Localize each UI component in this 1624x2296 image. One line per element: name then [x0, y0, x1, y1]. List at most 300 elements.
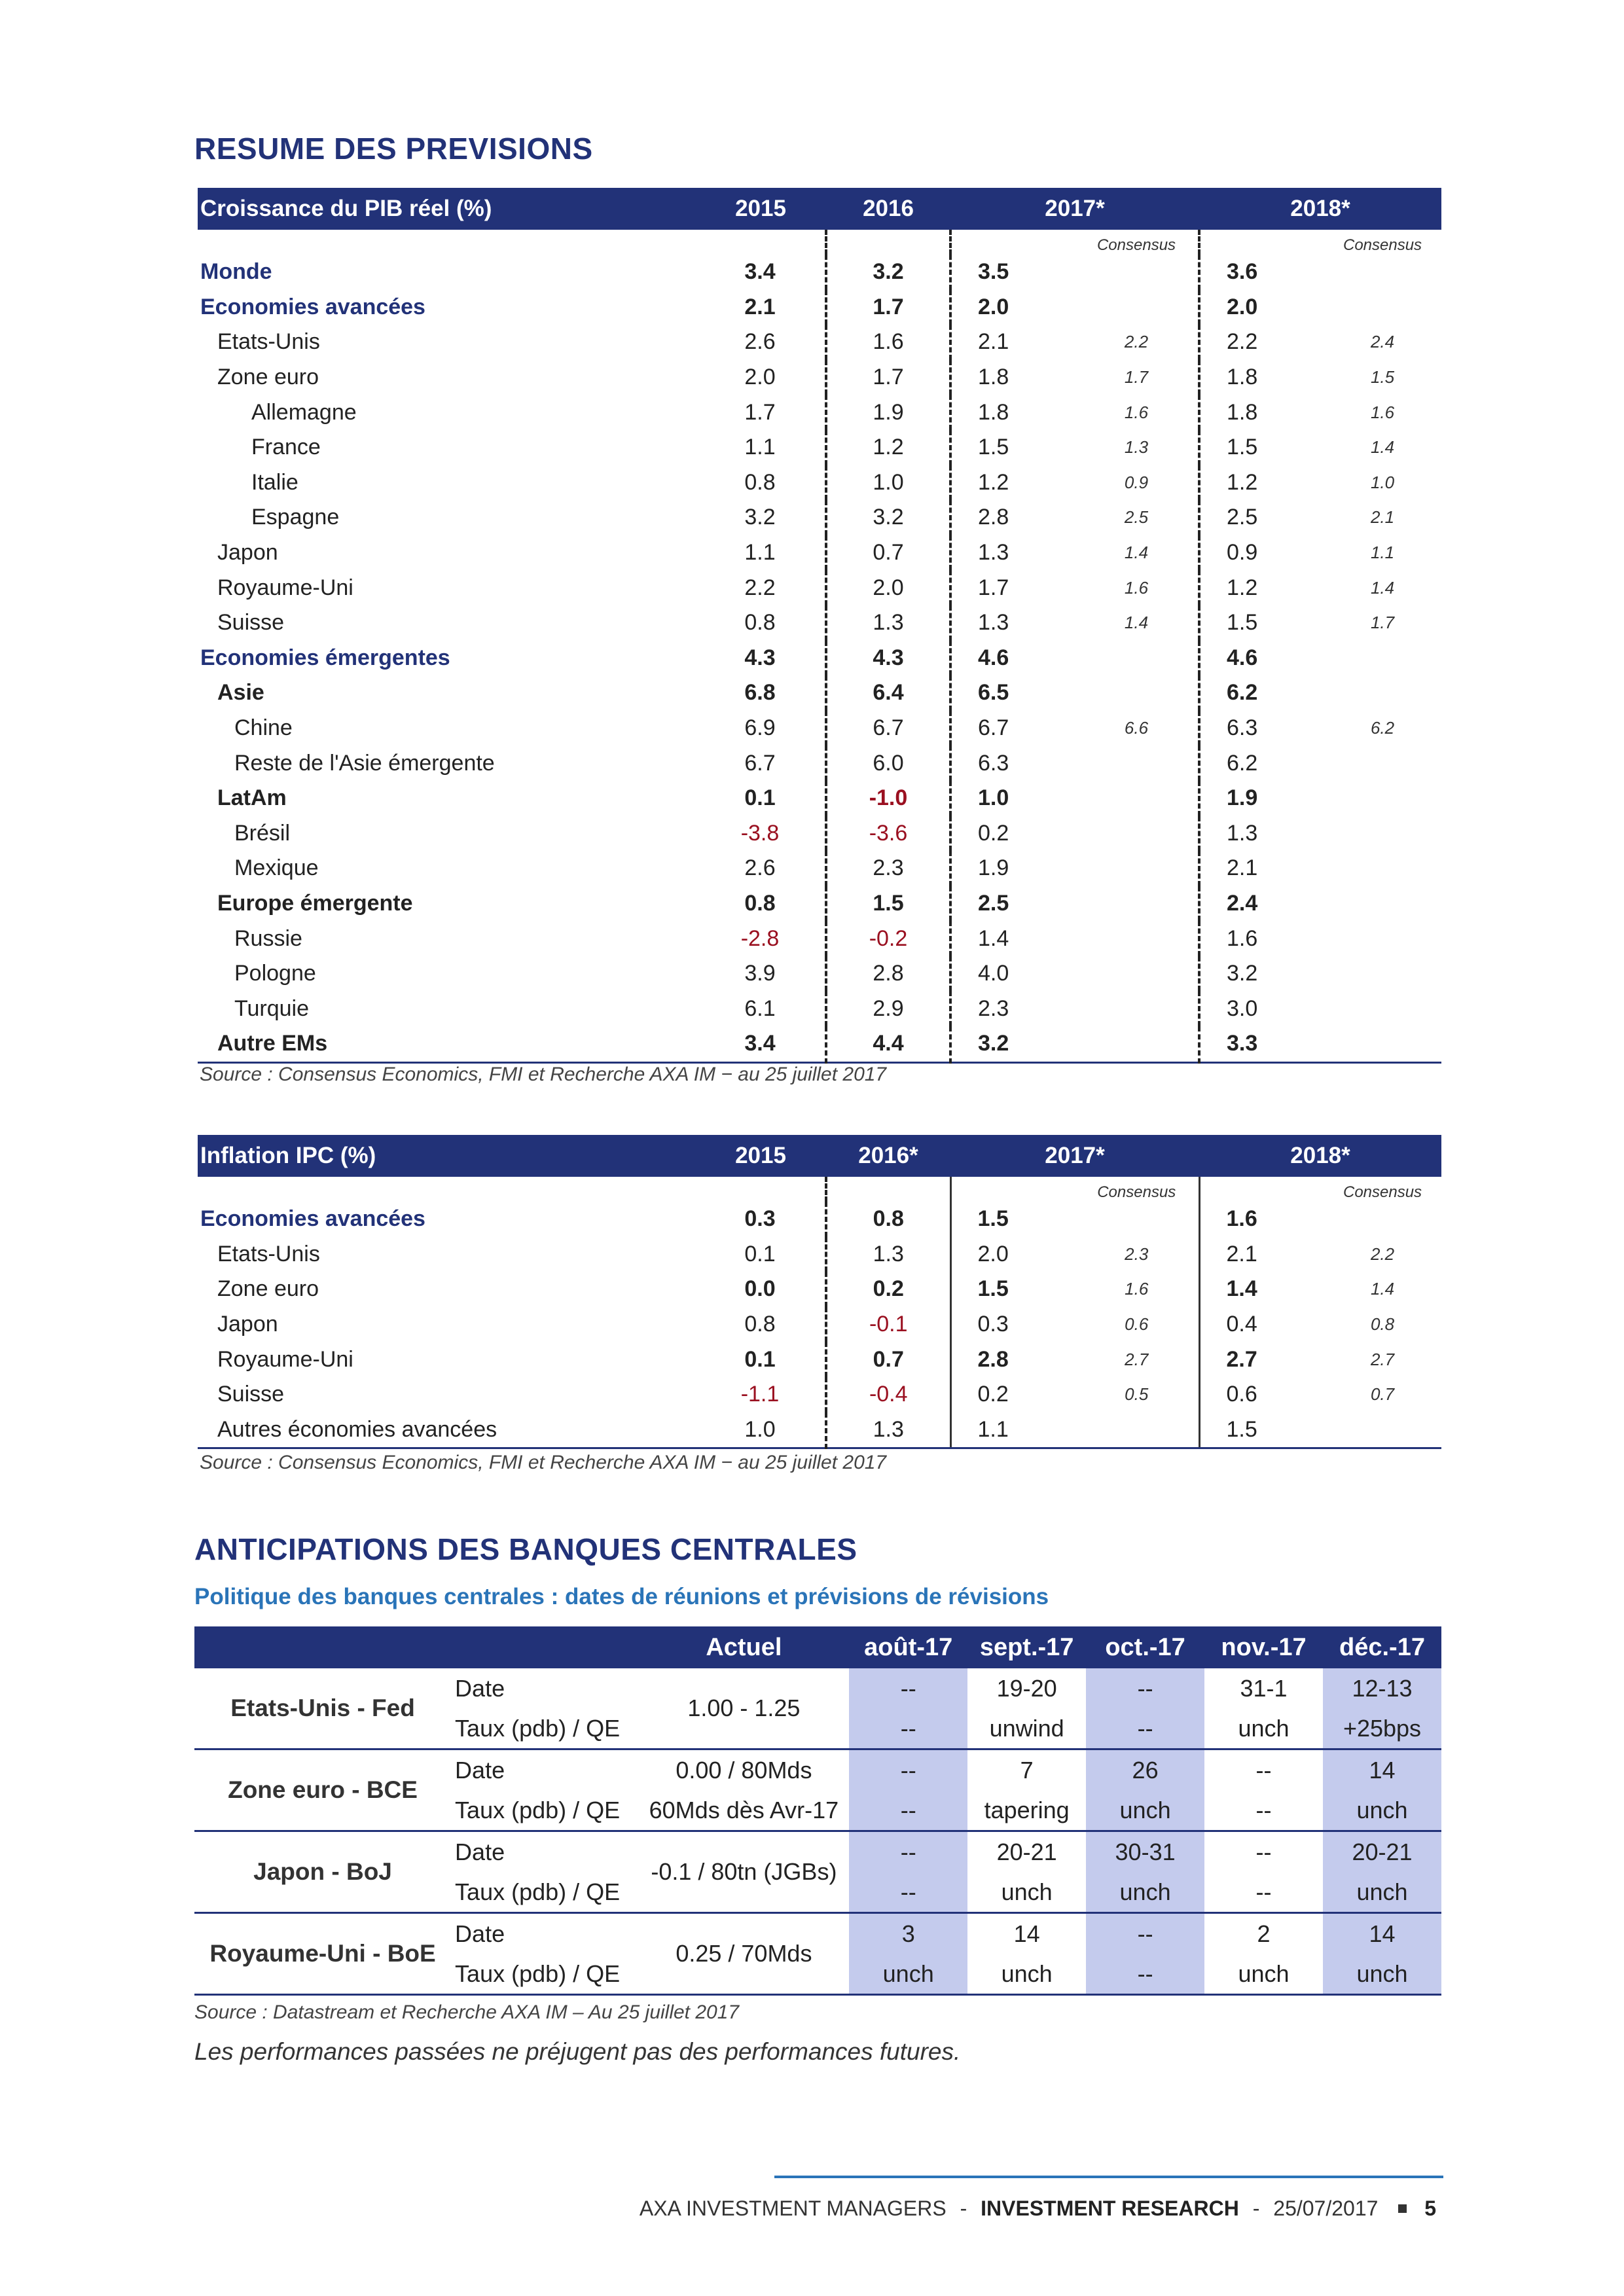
cpi-value-2018: 0.4 [1226, 1312, 1257, 1337]
gdp-value-2017: 4.0 [978, 961, 1009, 986]
cb-date-month-4: -- [1255, 1756, 1272, 1784]
cb-date-month-2: 19-20 [996, 1674, 1057, 1702]
gdp-row-label: Russie [234, 925, 302, 951]
cb-rate-month-4: unch [1204, 1954, 1323, 1995]
cb-rate-month-2: tapering [967, 1790, 1086, 1831]
gdp-value-2015: 2.1 [695, 290, 826, 325]
cb-date-month-3: 26 [1086, 1749, 1204, 1791]
cpi-value-2015: -1.1 [695, 1377, 826, 1412]
gdp-value-2017: 6.3 [978, 750, 1009, 776]
gdp-consensus-2017 [1075, 290, 1199, 325]
gdp-consensus-row [198, 230, 1441, 255]
gdp-header-2018: 2018* [1199, 188, 1441, 230]
cb-header-actuel: Actuel [639, 1626, 850, 1668]
cpi-header-label: Inflation IPC (%) [198, 1135, 695, 1177]
cpi-value-2018: 1.5 [1199, 1412, 1324, 1448]
cpi-value-2017: 2.8 [977, 1346, 1009, 1372]
gdp-row [198, 255, 1441, 290]
gdp-value-2017: 2.8 [978, 505, 1009, 530]
gdp-value-2017: 1.5 [978, 435, 1009, 460]
cb-row-date [194, 1913, 1441, 1954]
gdp-consensus-2018: 1.0 [1370, 472, 1395, 492]
cb-date-month-2: 20-21 [996, 1838, 1057, 1865]
gdp-row-label: Economies émergentes [200, 645, 450, 670]
gdp-consensus-2018 [1324, 991, 1441, 1026]
cpi-consensus-2018 [1324, 1202, 1441, 1237]
cb-date-month-1: -- [849, 1831, 967, 1873]
gdp-row [198, 816, 1441, 852]
gdp-consensus-2017 [1075, 781, 1199, 816]
cb-rate-month-2: unch [967, 1872, 1086, 1913]
cb-rate-label: Taux (pdb) / QE [451, 1954, 639, 1995]
cpi-value-2018: 2.7 [1226, 1346, 1257, 1372]
gdp-value-2018: 3.2 [1227, 961, 1258, 986]
cpi-value-2016: -0.1 [826, 1307, 950, 1342]
gdp-value-2018: 1.3 [1227, 820, 1258, 846]
cpi-row [198, 1272, 1441, 1307]
gdp-value-2016: 1.6 [826, 325, 950, 360]
gdp-consensus-2018: 1.7 [1370, 613, 1395, 633]
cpi-consensus-2018: 0.8 [1370, 1314, 1395, 1335]
gdp-value-2015: 6.8 [695, 675, 826, 711]
cpi-source: Source : Consensus Economics, FMI et Recherche AXA IM − au 25 juillet 2017 [200, 1452, 887, 1473]
cb-date-month-2: 7 [1020, 1756, 1034, 1784]
gdp-consensus-2018 [1324, 956, 1441, 992]
gdp-row [198, 991, 1441, 1026]
cb-actuel-value: 0.00 / 80Mds [676, 1756, 812, 1784]
cpi-consensus-row [198, 1177, 1441, 1202]
gdp-value-2016: 1.9 [826, 395, 950, 430]
gdp-consensus-2018: 1.1 [1370, 543, 1395, 563]
gdp-consensus-2018 [1324, 641, 1441, 676]
cb-date-label: Date [455, 1756, 505, 1784]
gdp-value-2018: 2.5 [1227, 505, 1258, 530]
gdp-table [198, 188, 1441, 1064]
gdp-row-label: Zone euro [217, 365, 319, 390]
gdp-consensus-2017: Consensus [1075, 230, 1199, 255]
cb-rate-month-1: -- [849, 1708, 967, 1749]
gdp-consensus-2018: 1.6 [1370, 402, 1395, 422]
cb-rate-month-4: -- [1204, 1790, 1323, 1831]
cpi-value-2017: 1.5 [977, 1276, 1009, 1302]
gdp-value-2015: 2.6 [695, 851, 826, 886]
cb-header-month-1: août-17 [849, 1626, 967, 1668]
gdp-consensus-2017: 1.7 [1075, 360, 1199, 395]
cb-rate-month-5: +25bps [1323, 1708, 1441, 1749]
gdp-value-2018: 3.0 [1227, 996, 1258, 1021]
gdp-row [198, 395, 1441, 430]
gdp-row-label: Asie [217, 680, 264, 706]
cb-rate-label: Taux (pdb) / QE [451, 1872, 639, 1913]
gdp-consensus-2017 [1075, 745, 1199, 781]
cpi-value-2015: 0.1 [695, 1237, 826, 1272]
cpi-header-row [198, 1135, 1441, 1177]
gdp-value-2018: 0.9 [1227, 540, 1258, 565]
cpi-consensus-2017 [1075, 1412, 1199, 1448]
cb-rate-month-5: unch [1323, 1790, 1441, 1831]
gdp-consensus-2017 [1075, 851, 1199, 886]
cpi-consensus-2017: Consensus [1075, 1177, 1199, 1202]
cpi-row [198, 1237, 1441, 1272]
cb-date-month-2: 14 [1013, 1920, 1040, 1947]
gdp-row [198, 465, 1441, 501]
cb-rate-label: Taux (pdb) / QE [451, 1708, 639, 1749]
gdp-consensus-2017 [1075, 816, 1199, 852]
gdp-value-2016: 1.5 [826, 886, 950, 922]
gdp-value-2015: 2.0 [695, 360, 826, 395]
cpi-value-2017: 1.5 [977, 1206, 1009, 1232]
gdp-consensus-2018 [1324, 290, 1441, 325]
cb-date-month-3: -- [1086, 1913, 1204, 1954]
cpi-consensus-2017: 0.5 [1075, 1377, 1199, 1412]
cpi-value-2016: -0.4 [826, 1377, 950, 1412]
gdp-value-2015: 4.3 [695, 641, 826, 676]
cb-bank-name: Royaume-Uni - BoE [194, 1913, 451, 1995]
gdp-value-2017: 1.4 [978, 925, 1009, 951]
gdp-value-2017: 3.2 [950, 1026, 1075, 1062]
cpi-value-2018: 1.4 [1226, 1276, 1257, 1302]
cb-date-month-4: -- [1255, 1838, 1272, 1865]
cb-actuel-value-2: 60Mds dès Avr-17 [639, 1790, 850, 1831]
cpi-value-2016: 1.3 [826, 1237, 950, 1272]
gdp-consensus-2017: 1.4 [1075, 605, 1199, 641]
gdp-header-2017: 2017* [950, 188, 1199, 230]
cb-rate-month-4: unch [1204, 1708, 1323, 1749]
cpi-consensus-2017: 2.7 [1075, 1342, 1199, 1377]
cb-bank-name: Etats-Unis - Fed [194, 1668, 451, 1749]
cb-bank-name: Japon - BoJ [194, 1831, 451, 1913]
cpi-value-2018: 0.6 [1226, 1382, 1257, 1407]
gdp-value-2016: 3.2 [826, 500, 950, 535]
gdp-value-2018: 1.8 [1227, 399, 1258, 425]
cpi-consensus-2018: 2.7 [1370, 1349, 1395, 1369]
gdp-header-2016: 2016 [826, 188, 950, 230]
gdp-row [198, 745, 1441, 781]
gdp-value-2018: 1.9 [1227, 785, 1258, 811]
gdp-value-2016: 2.0 [826, 570, 950, 605]
gdp-consensus-2018 [1324, 745, 1441, 781]
cb-rate-month-2: unch [967, 1954, 1086, 1995]
cb-header-month-2: sept.-17 [967, 1626, 1086, 1668]
cpi-table [198, 1135, 1441, 1449]
gdp-value-2015: 3.4 [695, 255, 826, 290]
cpi-row-label: Royaume-Uni [217, 1346, 353, 1372]
gdp-value-2015: 3.9 [695, 956, 826, 992]
cpi-row [198, 1202, 1441, 1237]
gdp-row [198, 325, 1441, 360]
gdp-consensus-2017 [1075, 255, 1199, 290]
gdp-consensus-2017: 1.4 [1075, 535, 1199, 571]
cpi-value-2016: 0.2 [826, 1272, 950, 1307]
gdp-row [198, 711, 1441, 746]
gdp-value-2015: 0.1 [695, 781, 826, 816]
gdp-row [198, 605, 1441, 641]
cpi-row-label: Economies avancées [200, 1206, 425, 1232]
footer-company: AXA INVESTMENT MANAGERS [639, 2197, 947, 2220]
gdp-value-2015: 6.7 [695, 745, 826, 781]
gdp-value-2015: 1.7 [695, 395, 826, 430]
gdp-consensus-2018 [1324, 816, 1441, 852]
gdp-row [198, 675, 1441, 711]
cb-date-label: Date [455, 1838, 505, 1865]
cb-header-month-3: oct.-17 [1086, 1626, 1204, 1668]
gdp-value-2018: 6.2 [1227, 680, 1258, 706]
gdp-value-2016: 2.9 [826, 991, 950, 1026]
section-title-central-banks: ANTICIPATIONS DES BANQUES CENTRALES [194, 1532, 857, 1566]
cpi-value-2016: 1.3 [826, 1412, 950, 1448]
gdp-consensus-2018 [1324, 921, 1441, 956]
gdp-consensus-2018 [1324, 675, 1441, 711]
cb-header-blank [194, 1626, 639, 1668]
gdp-header-2015: 2015 [695, 188, 826, 230]
gdp-consensus-2017: 6.6 [1075, 711, 1199, 746]
disclaimer: Les performances passées ne préjugent pas des performances futures. [194, 2038, 961, 2065]
gdp-consensus-2018 [1324, 851, 1441, 886]
cpi-consensus-2017: 1.6 [1075, 1272, 1199, 1307]
footer-dash-2: - [1252, 2197, 1260, 2220]
gdp-consensus-2018 [1324, 255, 1441, 290]
cpi-value-2015: 0.3 [695, 1202, 826, 1237]
cb-rate-month-5: unch [1323, 1954, 1441, 1995]
cb-header-month-5: déc.-17 [1323, 1626, 1441, 1668]
cb-date-month-3: 30-31 [1086, 1831, 1204, 1873]
cb-header-month-4: nov.-17 [1204, 1626, 1323, 1668]
cpi-consensus-2017 [1075, 1202, 1199, 1237]
cb-date-month-5: 12-13 [1323, 1668, 1441, 1708]
gdp-value-2015: 3.4 [695, 1026, 826, 1062]
cpi-header-2016: 2016* [826, 1135, 950, 1177]
gdp-value-2015: 1.1 [695, 430, 826, 465]
gdp-row [198, 921, 1441, 956]
cb-rate-month-1: unch [849, 1954, 967, 1995]
cpi-row-label: Suisse [217, 1382, 285, 1407]
gdp-consensus-2018: Consensus [1343, 236, 1422, 254]
gdp-row [198, 641, 1441, 676]
cpi-value-2017: 0.2 [977, 1382, 1009, 1407]
central-banks-table [194, 1626, 1441, 1996]
cpi-consensus-2018: Consensus [1343, 1183, 1422, 1201]
cb-row-date [194, 1831, 1441, 1873]
gdp-consensus-2017 [1075, 675, 1199, 711]
gdp-value-2017: 6.7 [978, 715, 1009, 741]
gdp-value-2018: 3.6 [1227, 259, 1258, 285]
footer-department: INVESTMENT RESEARCH [981, 2197, 1239, 2220]
cb-source: Source : Datastream et Recherche AXA IM – Au 25 juillet 2017 [194, 2001, 740, 2023]
gdp-row-label: Economies avancées [200, 294, 425, 319]
gdp-consensus-2017: 2.5 [1075, 500, 1199, 535]
gdp-value-2018: 1.6 [1227, 925, 1258, 951]
gdp-consensus-2017 [1075, 921, 1199, 956]
section-title-forecasts: RESUME DES PREVISIONS [194, 132, 593, 166]
gdp-value-2016: 1.0 [826, 465, 950, 501]
gdp-value-2016: 2.3 [826, 851, 950, 886]
cb-rate-month-1: -- [849, 1790, 967, 1831]
gdp-value-2015: 2.6 [695, 325, 826, 360]
gdp-row [198, 360, 1441, 395]
gdp-consensus-2018: 2.1 [1370, 507, 1395, 528]
gdp-value-2018: 6.2 [1227, 750, 1258, 776]
gdp-value-2018: 2.4 [1227, 890, 1258, 916]
gdp-value-2015: -3.8 [695, 816, 826, 852]
gdp-row-label: LatAm [217, 785, 287, 811]
gdp-value-2018: 1.5 [1227, 610, 1258, 636]
gdp-row-label: Turquie [234, 996, 310, 1021]
gdp-consensus-2018 [1324, 781, 1441, 816]
gdp-consensus-2018: 1.4 [1370, 437, 1395, 457]
gdp-value-2016: 1.7 [826, 360, 950, 395]
cpi-consensus-2017: 0.6 [1075, 1307, 1199, 1342]
cb-header-row [194, 1626, 1441, 1668]
gdp-consensus-2017: 2.2 [1075, 325, 1199, 360]
footer-dash-1: - [960, 2197, 967, 2220]
gdp-consensus-2017 [1075, 886, 1199, 922]
gdp-row-label: Reste de l'Asie émergente [234, 750, 495, 776]
cb-rate-month-2: unwind [967, 1708, 1086, 1749]
cb-bank-name: Zone euro - BCE [194, 1749, 451, 1831]
cb-date-month-3: -- [1086, 1668, 1204, 1708]
gdp-row-label: Etats-Unis [217, 329, 320, 355]
gdp-value-2016: 1.3 [826, 605, 950, 641]
gdp-row [198, 535, 1441, 571]
gdp-value-2017: 1.9 [978, 855, 1009, 881]
gdp-row-label: Autre EMs [198, 1026, 695, 1062]
gdp-value-2018: 2.1 [1227, 855, 1258, 881]
gdp-value-2015: 3.2 [695, 500, 826, 535]
gdp-value-2015: -2.8 [695, 921, 826, 956]
cb-rate-month-5: unch [1323, 1872, 1441, 1913]
gdp-value-2015: 0.8 [695, 605, 826, 641]
cb-date-month-5: 14 [1323, 1749, 1441, 1791]
cpi-consensus-2018: 2.2 [1370, 1244, 1395, 1264]
footer-divider [774, 2176, 1443, 2178]
gdp-value-2016: 4.4 [826, 1026, 950, 1062]
footer [640, 2197, 1436, 2221]
gdp-value-2016: -3.6 [826, 816, 950, 852]
cpi-value-2015: 0.0 [695, 1272, 826, 1307]
cpi-header-2018: 2018* [1199, 1135, 1441, 1177]
cb-date-month-4: 2 [1257, 1920, 1271, 1947]
cpi-consensus-2018: 1.4 [1370, 1279, 1395, 1299]
gdp-value-2017: 4.6 [978, 645, 1009, 670]
gdp-row [198, 781, 1441, 816]
gdp-value-2016: 1.7 [826, 290, 950, 325]
gdp-value-2018: 1.5 [1227, 435, 1258, 460]
cb-date-month-5: 14 [1323, 1913, 1441, 1954]
gdp-row-label: Japon [217, 540, 278, 565]
gdp-value-2018: 3.3 [1199, 1026, 1324, 1062]
gdp-row-label: Espagne [251, 505, 340, 530]
gdp-value-2017: 1.2 [978, 469, 1009, 495]
gdp-value-2017: 0.2 [978, 820, 1009, 846]
cpi-row-label: Zone euro [217, 1276, 319, 1302]
cpi-row [198, 1377, 1441, 1412]
cb-row-date [194, 1668, 1441, 1708]
gdp-row-label: Brésil [234, 820, 291, 846]
gdp-value-2015: 0.8 [695, 886, 826, 922]
gdp-row [198, 290, 1441, 325]
cb-rate-month-3: -- [1086, 1708, 1204, 1749]
cb-date-month-1: -- [849, 1749, 967, 1791]
gdp-value-2015: 2.2 [695, 570, 826, 605]
gdp-row [198, 956, 1441, 992]
cpi-consensus-2018: 0.7 [1370, 1384, 1395, 1405]
gdp-value-2016: -0.2 [826, 921, 950, 956]
gdp-consensus-2017 [1075, 956, 1199, 992]
gdp-value-2016: 6.4 [826, 675, 950, 711]
gdp-row [198, 851, 1441, 886]
gdp-header-row [198, 188, 1441, 230]
gdp-consensus-2017: 1.3 [1075, 430, 1199, 465]
central-banks-subtitle: Politique des banques centrales : dates de réunions et prévisions de révisions [194, 1584, 1049, 1609]
gdp-value-2018: 2.2 [1227, 329, 1258, 355]
cpi-value-2017: 2.0 [977, 1241, 1009, 1266]
gdp-value-2016: 2.8 [826, 956, 950, 992]
gdp-consensus-2018: 1.5 [1370, 367, 1395, 387]
footer-square-icon [1398, 2204, 1407, 2213]
gdp-row [198, 1026, 1441, 1062]
cpi-value-2016: 0.8 [826, 1202, 950, 1237]
gdp-consensus-2018: 2.4 [1370, 332, 1395, 352]
gdp-value-2017: 2.0 [978, 294, 1009, 319]
gdp-consensus-2017: 1.6 [1075, 395, 1199, 430]
cb-rate-month-3: unch [1086, 1872, 1204, 1913]
cb-rate-month-3: -- [1086, 1954, 1204, 1995]
gdp-value-2017: 1.0 [978, 785, 1009, 811]
gdp-value-2017: 1.7 [978, 575, 1009, 600]
gdp-row [198, 886, 1441, 922]
gdp-value-2018: 1.8 [1227, 365, 1258, 390]
cpi-value-2018: 1.6 [1226, 1206, 1257, 1232]
gdp-row-label: Chine [234, 715, 293, 741]
gdp-row-label: Suisse [217, 610, 285, 636]
gdp-consensus-2018: 1.4 [1370, 577, 1395, 598]
gdp-value-2017: 3.5 [978, 259, 1009, 285]
gdp-value-2016: -1.0 [826, 781, 950, 816]
gdp-row-label: Monde [200, 259, 272, 285]
cb-actuel-value: -0.1 / 80tn (JGBs) [639, 1831, 850, 1913]
cb-date-month-1: 3 [849, 1913, 967, 1954]
cpi-row [198, 1342, 1441, 1377]
cpi-header-2017: 2017* [950, 1135, 1199, 1177]
gdp-row-label: Pologne [234, 961, 316, 986]
gdp-value-2017: 6.5 [978, 680, 1009, 706]
gdp-value-2018: 2.0 [1227, 294, 1258, 319]
cpi-value-2018: 2.1 [1226, 1241, 1257, 1266]
gdp-row-label: France [251, 435, 321, 460]
gdp-row [198, 570, 1441, 605]
gdp-value-2016: 6.7 [826, 711, 950, 746]
cb-actuel-value: 1.00 - 1.25 [639, 1668, 850, 1749]
gdp-value-2018: 4.6 [1227, 645, 1258, 670]
gdp-value-2015: 6.9 [695, 711, 826, 746]
gdp-row-label: Allemagne [251, 399, 357, 425]
gdp-consensus-2017 [1075, 1026, 1199, 1062]
footer-page-number: 5 [1424, 2197, 1436, 2220]
cb-rate-month-4: -- [1204, 1872, 1323, 1913]
cb-actuel-value: 0.25 / 70Mds [639, 1913, 850, 1995]
gdp-consensus-2017: 0.9 [1075, 465, 1199, 501]
gdp-row-label: Royaume-Uni [217, 575, 353, 600]
gdp-value-2018: 1.2 [1227, 469, 1258, 495]
gdp-consensus-2018: 6.2 [1370, 718, 1395, 738]
gdp-value-2015: 0.8 [695, 465, 826, 501]
gdp-value-2017: 1.8 [978, 365, 1009, 390]
gdp-value-2018: 1.2 [1227, 575, 1258, 600]
cb-row-date [194, 1749, 1441, 1791]
cpi-header-2015: 2015 [695, 1135, 826, 1177]
gdp-value-2018: 6.3 [1227, 715, 1258, 741]
cb-rate-month-1: -- [849, 1872, 967, 1913]
